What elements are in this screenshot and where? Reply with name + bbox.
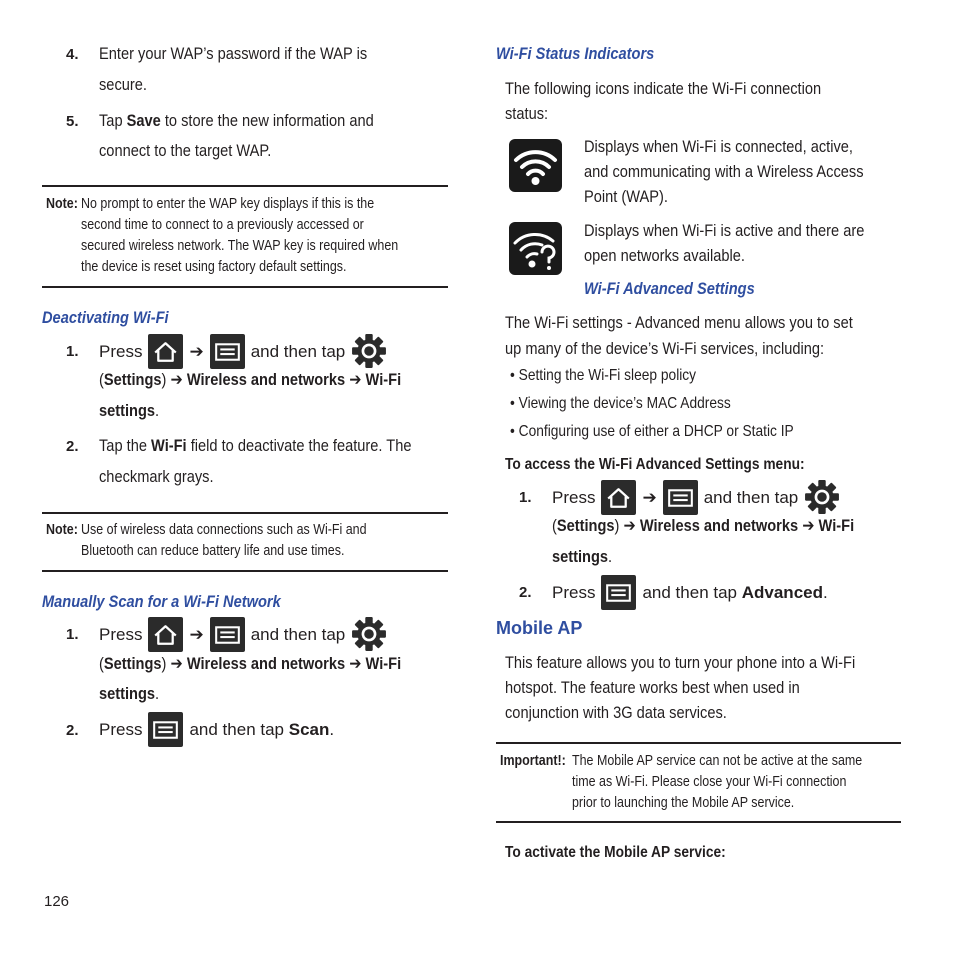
step-5-tap: Tap bbox=[99, 111, 127, 130]
important-label: Important!: bbox=[500, 753, 566, 769]
mobile-ap-heading: Mobile AP bbox=[496, 618, 583, 638]
advanced-intro: The Wi-Fi settings - Advanced menu allows you to set up many of the device’s Wi-Fi services, including: bbox=[505, 313, 853, 358]
bullet-list bbox=[510, 363, 840, 447]
important-text: The Mobile AP service can not be active at the same time as Wi-Fi. Please close your Wi-Fi connection prior to launching the Mobile AP service. bbox=[572, 753, 863, 811]
access-step-2: Press and then tap Advanced. bbox=[552, 574, 828, 610]
scan-step-2: Press and then tap Scan. bbox=[99, 711, 334, 747]
note-2-top-rule bbox=[42, 512, 448, 514]
note-1-bottom-rule bbox=[42, 286, 448, 288]
step-4 bbox=[66, 41, 79, 67]
press-label: Press bbox=[99, 719, 143, 739]
wifi-connected-icon bbox=[509, 139, 562, 192]
wifi-connected-description: Displays when Wi-Fi is connected, active, and communicating with a Wireless Access Point (WAP). bbox=[584, 137, 864, 206]
settings-gear-icon bbox=[351, 333, 387, 369]
step-number: 2. bbox=[66, 438, 79, 455]
wifi-open-description: Displays when Wi-Fi is active and there are open networks available. bbox=[584, 221, 865, 265]
scan-step-1 bbox=[99, 616, 387, 652]
access-advanced-heading: To access the Wi-Fi Advanced Settings menu: bbox=[505, 456, 805, 473]
access-step-1 bbox=[552, 479, 840, 515]
advanced-label: Advanced bbox=[741, 582, 823, 602]
press-label: Press bbox=[552, 582, 596, 602]
deactivating-wifi-heading: Deactivating Wi-Fi bbox=[42, 308, 169, 327]
step-number: 1. bbox=[66, 343, 79, 360]
and-then-tap-label: and then tap bbox=[250, 624, 346, 644]
arrow-icon: ➔ bbox=[189, 341, 204, 361]
home-key-icon bbox=[148, 334, 183, 369]
note-2-text: Use of wireless data connections such as Wi-Fi and Bluetooth can reduce battery life and use times. bbox=[81, 522, 367, 559]
menu-key-icon bbox=[210, 617, 245, 652]
menu-key-icon bbox=[601, 575, 636, 610]
deactivate-step-1 bbox=[99, 333, 387, 369]
wifi-settings-label: settings bbox=[99, 401, 156, 420]
activate-mobile-ap-heading: To activate the Mobile AP service: bbox=[505, 844, 726, 861]
press-label: Press bbox=[99, 341, 143, 361]
step-5-save-key: Save bbox=[126, 111, 161, 130]
access-step-1-path: (Settings) ➔ Wireless and networks ➔ Wi-Fi bbox=[552, 516, 855, 535]
scan-step-1-path: (Settings) ➔ Wireless and networks ➔ Wi-Fi bbox=[99, 654, 402, 673]
note-2-bottom-rule bbox=[42, 570, 448, 572]
step-number: 1. bbox=[519, 489, 532, 506]
step-4-line-2: secure. bbox=[99, 75, 147, 94]
and-then-tap-label: and then tap bbox=[703, 487, 799, 507]
wifi-status-heading: Wi-Fi Status Indicators bbox=[496, 44, 655, 63]
step-number: 2. bbox=[519, 584, 532, 601]
step-number: 5. bbox=[66, 113, 79, 130]
mobile-ap-intro: This feature allows you to turn your phone into a Wi-Fi hotspot. The feature works best when used in conjunction with 3G data services. bbox=[505, 653, 856, 722]
page-number: 126 bbox=[44, 893, 70, 910]
step-number: 1. bbox=[66, 626, 79, 643]
wifi-settings-label: settings bbox=[99, 684, 156, 703]
home-key-icon bbox=[601, 480, 636, 515]
scan-label: Scan bbox=[288, 719, 330, 739]
press-label: Press bbox=[552, 487, 596, 507]
manual-scan-heading: Manually Scan for a Wi-Fi Network bbox=[42, 592, 281, 611]
important-top-rule bbox=[496, 742, 901, 744]
deactivate-step-2-line-2: checkmark grays. bbox=[99, 467, 214, 486]
step-number: 4. bbox=[66, 46, 79, 63]
step-5-text bbox=[99, 108, 418, 133]
important-bottom-rule bbox=[496, 821, 901, 823]
step-number: 2. bbox=[66, 722, 79, 739]
list-item: • Viewing the device’s MAC Address bbox=[510, 395, 731, 412]
arrow-icon: ➔ bbox=[642, 487, 657, 507]
status-intro: The following icons indicate the Wi-Fi connection status: bbox=[505, 79, 822, 123]
home-key-icon bbox=[148, 617, 183, 652]
note-2-label: Note: bbox=[46, 522, 78, 538]
step-5-rest: to store the new information and bbox=[160, 111, 374, 130]
note-1-label: Note: bbox=[46, 196, 78, 212]
settings-gear-icon bbox=[351, 616, 387, 652]
wifi-settings-label: settings bbox=[552, 547, 609, 566]
note-1-top-rule bbox=[42, 185, 448, 187]
menu-key-icon bbox=[210, 334, 245, 369]
step-5 bbox=[66, 108, 79, 134]
deactivate-step-2: Tap the Wi-Fi field to deactivate the feature. The bbox=[99, 436, 412, 455]
step-5-line-2: connect to the target WAP. bbox=[99, 141, 272, 160]
list-item: • Setting the Wi-Fi sleep policy bbox=[510, 367, 697, 384]
deactivate-step-1-path: (Settings) ➔ Wireless and networks ➔ Wi-Fi bbox=[99, 370, 402, 389]
step-4-text bbox=[99, 41, 411, 66]
wifi-open-networks-icon bbox=[509, 222, 562, 275]
press-label: Press bbox=[99, 624, 143, 644]
note-1-text: No prompt to enter the WAP key displays if this is the second time to connect to a previously accessed or secured wireless network. The WAP key is required when the device is reset using factory default settings. bbox=[81, 196, 399, 275]
menu-key-icon bbox=[663, 480, 698, 515]
arrow-icon: ➔ bbox=[189, 624, 204, 644]
menu-key-icon bbox=[148, 712, 183, 747]
settings-gear-icon bbox=[804, 479, 840, 515]
step-4-line-1: Enter your WAP’s password if the WAP is bbox=[99, 44, 368, 63]
list-item: • Configuring use of either a DHCP or Static IP bbox=[510, 423, 794, 440]
and-then-tap-label: and then tap bbox=[250, 341, 346, 361]
wifi-advanced-heading: Wi-Fi Advanced Settings bbox=[584, 279, 755, 298]
